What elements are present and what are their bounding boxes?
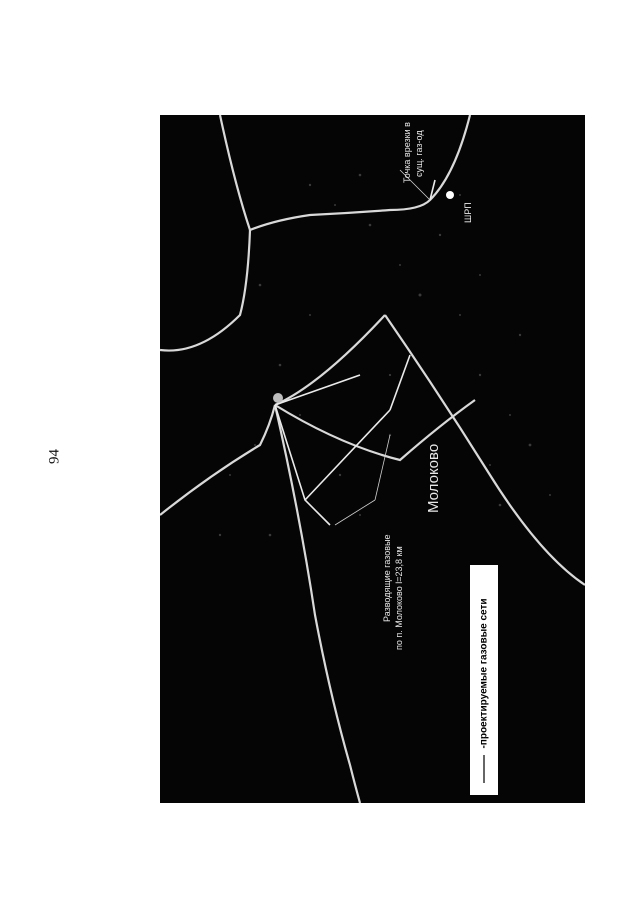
network-label-line2: по п. Молоково l=23,8 км [394,546,404,650]
tap-label-line2: сущ. газ-од [414,130,424,177]
map-texture [219,174,551,537]
road-main-south [275,405,360,803]
gas-line-3 [390,355,410,410]
legend-text: -проектируемые газовые сети [478,598,490,749]
leader-lines [335,170,430,525]
road-loop [275,400,475,460]
tap-label-line1: Точка врезки в [402,122,412,183]
network-label-line1: Разводящие газовые [382,534,392,622]
village-label: Молоково [425,443,442,513]
settlement-marker [273,393,283,403]
page-number: 94 [46,449,63,464]
road-connector [275,315,385,405]
satellite-map [160,115,585,803]
grp-label: ШРП [463,202,473,223]
gas-line-1 [275,405,330,525]
road-east [385,315,585,585]
road-north [220,115,470,230]
roads [160,115,585,803]
grp-marker [446,191,454,199]
map-layer [160,115,585,803]
road-southwest [160,405,275,515]
road-west [160,230,250,351]
gas-line-2 [305,410,390,500]
